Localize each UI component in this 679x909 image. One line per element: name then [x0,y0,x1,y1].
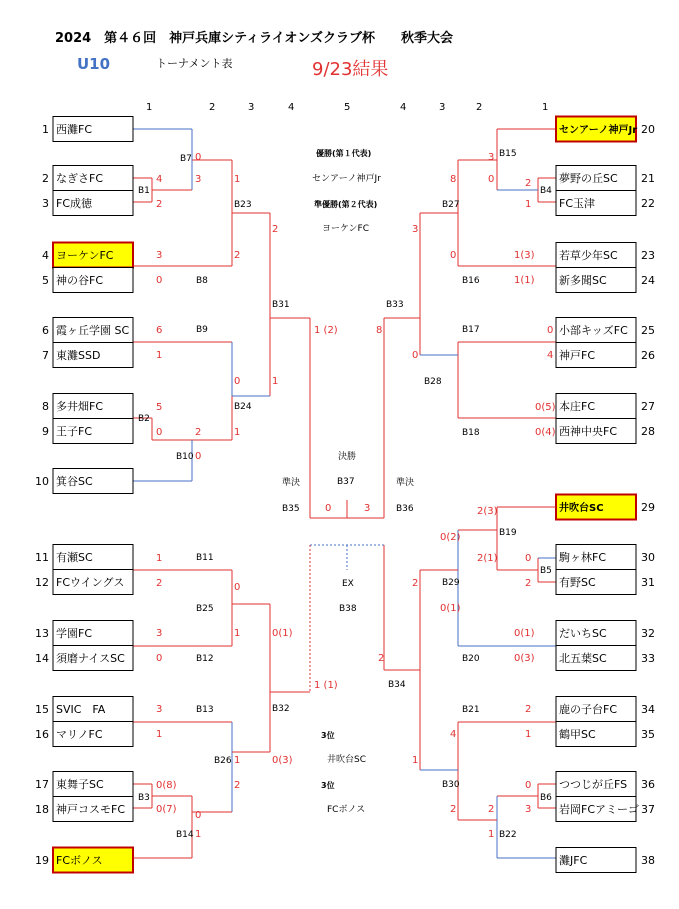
label-b34: B34 [388,680,406,690]
score-b24-bot: 1 [234,427,241,438]
label-b19: B19 [499,528,517,538]
score-b1-top: 4 [156,174,163,185]
score-b10-bot: 0 [195,451,202,462]
right-team-number-25: 25 [641,324,655,337]
left-team-name-15: SVIC FA [56,703,106,716]
left-team-name-11: 有瀬SC [56,551,93,564]
score-b26-bot: 2 [234,780,241,791]
score-b34-top: 2 [378,653,385,664]
label-b24: B24 [234,402,252,412]
score-b25-bot: 1 [234,628,241,639]
score-b3-bot: 0(7) [156,804,177,815]
left-team-name-5: 神の谷FC [56,274,104,287]
left-team-number-14: 14 [35,652,49,665]
right-team-number-26: 26 [641,349,655,362]
left-team-number-3: 3 [42,197,49,210]
left-team-number-6: 6 [42,324,49,337]
score-b9-top: 6 [156,325,163,336]
label-b5: B5 [540,566,552,576]
champion-name: センアーノ神戸Jr [312,174,381,184]
right-team-name-21: 夢野の丘SC [559,172,618,185]
left-team-name-2: なぎさFC [56,172,104,185]
left-team-number-19: 19 [35,854,49,867]
score-b23-top: 1 [234,174,241,185]
tournament-title: 2024 第４６回 神戸兵庫シティライオンズクラブ杯 秋季大会 [55,31,453,46]
score-b5-a: 0 [525,553,532,564]
left-team-number-15: 15 [35,703,49,716]
left-team-name-1: 西灘FC [56,123,93,136]
column-right-4: 4 [400,102,407,113]
right-team-name-29: 井吹台SC [559,503,604,514]
column-left-3: 3 [248,102,255,113]
ex-label: EX [342,579,354,589]
champion-label: 優勝(第１代表) [316,149,372,158]
right-team-number-20: 20 [641,123,655,136]
right-team-name-33: 北五葉SC [559,652,607,665]
label-b33: B33 [386,300,404,310]
right-team-name-24: 新多聞SC [559,274,607,287]
score-b28-top: 0 [412,350,419,361]
left-team-name-6: 霞ヶ丘学園 SC [56,324,130,337]
right-team-name-28: 西神中央FC [559,425,618,438]
right-team-number-38: 38 [641,854,655,867]
score-b27-top: 8 [450,174,457,185]
final-label: 決勝 [338,452,357,462]
right-team-number-24: 24 [641,274,655,287]
score-b5-b: 2 [525,578,532,589]
score-b4-bot: 1 [525,199,532,210]
right-team-number-37: 37 [641,803,655,816]
label-b3: B3 [138,793,150,803]
label-b17: B17 [462,325,480,335]
left-team-name-12: FCウイングス [56,576,125,589]
left-team-number-2: 2 [42,172,49,185]
score-b14-top: 0 [195,810,202,821]
score-b6-bot: 3 [525,804,532,815]
right-team-number-36: 36 [641,778,655,791]
score-b20-bot: 0(3) [514,653,535,664]
score-b11-bot: 2 [156,578,163,589]
column-left-4: 4 [288,102,295,113]
left-team-name-19: FCボノス [56,854,103,867]
score-b8-bot: 0 [156,275,163,286]
score-b12-bot: 0 [156,653,163,664]
score-b29-bot: 0(1) [440,603,461,614]
label-b8: B8 [196,276,208,286]
left-team-name-16: マリノFC [56,728,103,741]
column-left-1: 1 [146,102,153,113]
third-place-label-2: 3位 [321,781,335,790]
score-b19-bot: 0(2) [440,532,461,543]
right-team-name-31: 有野SC [559,576,596,589]
label-b35: B35 [282,504,300,514]
score-b7-top: 0 [195,152,202,163]
left-team-number-10: 10 [35,475,49,488]
right-team-number-35: 35 [641,728,655,741]
score-b11-top: 1 [156,553,163,564]
result-date-label: 9/23結果 [312,59,389,80]
label-b1: B1 [138,186,150,196]
left-team-number-9: 9 [42,425,49,438]
left-team-number-4: 4 [42,249,49,262]
score-b33-top: 3 [412,224,419,235]
label-b7: B7 [180,154,192,164]
right-team-number-27: 27 [641,400,655,413]
left-team-number-12: 12 [35,576,49,589]
left-team-number-5: 5 [42,274,49,287]
label-b13: B13 [196,705,214,715]
label-b23: B23 [234,200,252,210]
semi-right-label: 準決 [396,478,415,488]
label-b10: B10 [176,452,194,462]
left-team-number-11: 11 [35,551,49,564]
score-b33-out: 8 [376,325,383,336]
left-team-number-1: 1 [42,123,49,136]
label-b16: B16 [462,276,480,286]
right-team-number-22: 22 [641,197,655,210]
score-b16-bot: 1(1) [514,275,535,286]
column-right-2: 2 [476,102,483,113]
semi-left-label: 準決 [282,478,301,488]
score-b25-top: 0 [234,582,241,593]
right-team-number-23: 23 [641,249,655,262]
left-team-name-3: FC成徳 [56,197,93,210]
right-team-name-23: 若草少年SC [559,249,618,262]
score-b37-right: 3 [364,503,371,514]
right-team-name-20: センアーノ神戸Jr [559,125,638,136]
label-b29: B29 [442,578,460,588]
score-b14-bot: 1 [195,829,202,840]
right-team-name-37: 岩岡FCアミーゴ [559,803,640,816]
left-team-name-18: 神戸コスモFC [56,803,126,816]
label-b6: B6 [540,793,552,803]
label-b21: B21 [462,705,480,715]
third-place-label-1: 3位 [321,731,335,740]
column-left-2: 2 [209,102,216,113]
right-team-name-26: 神戸FC [559,349,596,362]
right-team-number-30: 30 [641,551,655,564]
right-team-name-32: だいちSC [559,627,607,640]
label-b25: B25 [196,604,214,614]
score-b7-bot: 3 [195,174,202,185]
score-b21-bot: 1 [525,729,532,740]
label-b14: B14 [176,830,194,840]
label-b11: B11 [196,553,214,563]
score-b17-top: 0 [547,325,554,336]
score-b24-top: 0 [234,376,241,387]
column-right-3: 3 [439,102,446,113]
score-b32-bot: 0(3) [272,755,293,766]
label-b22: B22 [499,830,517,840]
left-team-number-17: 17 [35,778,49,791]
label-b4: B4 [540,186,552,196]
score-b6-top: 0 [525,780,532,791]
score-b16-top: 1(3) [514,250,535,261]
score-b21-top: 2 [525,704,532,715]
score-b18-top: 0(5) [535,402,556,413]
score-b12-top: 3 [156,628,163,639]
score-b31-out: 1 (2) [314,325,338,336]
left-team-name-7: 東灘SSD [56,349,101,362]
score-b3-top: 0(8) [156,780,177,791]
score-b37-left: 0 [325,503,332,514]
column-center-5: 5 [344,102,351,113]
category-label: U10 [77,55,111,73]
left-team-number-18: 18 [35,803,49,816]
score-b20-top: 0(1) [514,628,535,639]
score-b22-top: 2 [488,804,495,815]
left-team-name-9: 王子FC [56,425,93,438]
label-b2: B2 [138,414,150,424]
right-team-number-33: 33 [641,652,655,665]
label-b15: B15 [499,149,517,159]
runnerup-label: 準優勝(第２代表) [314,200,378,209]
right-team-name-22: FC玉津 [559,197,596,210]
score-b17-bot: 4 [547,350,554,361]
score-b2-bot: 0 [156,427,163,438]
label-b28: B28 [424,377,442,387]
score-b13-top: 3 [156,704,163,715]
label-b26: B26 [214,756,232,766]
score-b32-top: 0(1) [272,628,293,639]
label-b32: B32 [272,704,290,714]
left-team-name-14: 須磨ナイスSC [56,652,125,665]
score-b1-bot: 2 [156,199,163,210]
score-b30-bot: 2 [450,804,457,815]
left-team-name-8: 多井畑FC [56,400,104,413]
left-team-name-17: 東舞子SC [56,778,104,791]
score-b8-top: 3 [156,250,163,261]
left-team-number-8: 8 [42,400,49,413]
score-b18-bot: 0(4) [535,427,556,438]
right-team-name-25: 小部キッズFC [559,324,628,337]
right-team-name-38: 灘JFC [559,854,588,867]
score-b32-out: 1 (1) [314,680,338,691]
score-b31-top: 2 [272,224,279,235]
left-team-number-7: 7 [42,349,49,362]
score-b15-bot: 0 [488,174,495,185]
score-b9-bot: 1 [156,350,163,361]
score-b13-bot: 1 [156,729,163,740]
score-b31-bot: 1 [272,376,279,387]
third-place-name-2: FCボノス [327,805,366,815]
label-b38: B38 [339,604,357,614]
left-team-number-16: 16 [35,728,49,741]
label-b37: B37 [337,477,355,487]
label-b20: B20 [462,654,480,664]
score-b29-top: 2 [412,578,419,589]
score-b4-top: 2 [525,178,532,189]
label-b12: B12 [196,654,214,664]
right-team-number-21: 21 [641,172,655,185]
right-team-number-34: 34 [641,703,655,716]
label-b18: B18 [462,428,480,438]
runnerup-name: ヨーケンFC [322,224,370,234]
score-b22-bot: 1 [488,829,495,840]
score-b19-top: 2(3) [477,506,498,517]
right-team-number-32: 32 [641,627,655,640]
column-right-1: 1 [542,102,549,113]
score-b2-top: 5 [156,402,163,413]
bracket-subtitle: トーナメント表 [156,57,233,70]
score-b10-top: 2 [195,427,202,438]
score-b30-top: 4 [450,729,457,740]
score-b23-bot: 2 [234,250,241,261]
label-b30: B30 [442,780,460,790]
right-team-name-35: 鶴甲SC [559,728,596,741]
score-b34-bot: 1 [412,755,419,766]
label-b36: B36 [396,504,414,514]
score-b15-top: 3 [488,152,495,163]
label-b31: B31 [272,300,290,310]
left-team-name-10: 箕谷SC [56,475,93,488]
right-team-number-31: 31 [641,576,655,589]
right-team-name-36: つつじが丘FS [559,778,628,791]
right-team-name-34: 鹿の子台FC [559,703,618,716]
score-b27-bot: 0 [450,250,457,261]
right-team-number-28: 28 [641,425,655,438]
right-team-number-29: 29 [641,501,655,514]
right-team-name-30: 駒ヶ林FC [559,551,607,564]
left-team-name-4: ヨーケンFC [56,249,114,262]
left-team-number-13: 13 [35,627,49,640]
label-b9: B9 [196,325,208,335]
score-b26-top: 1 [234,755,241,766]
left-team-name-13: 学園FC [56,627,93,640]
score-b5-top: 2(1) [477,553,498,564]
right-team-name-27: 本庄FC [559,400,596,413]
third-place-name-1: 井吹台SC [327,755,366,765]
label-b27: B27 [442,200,460,210]
